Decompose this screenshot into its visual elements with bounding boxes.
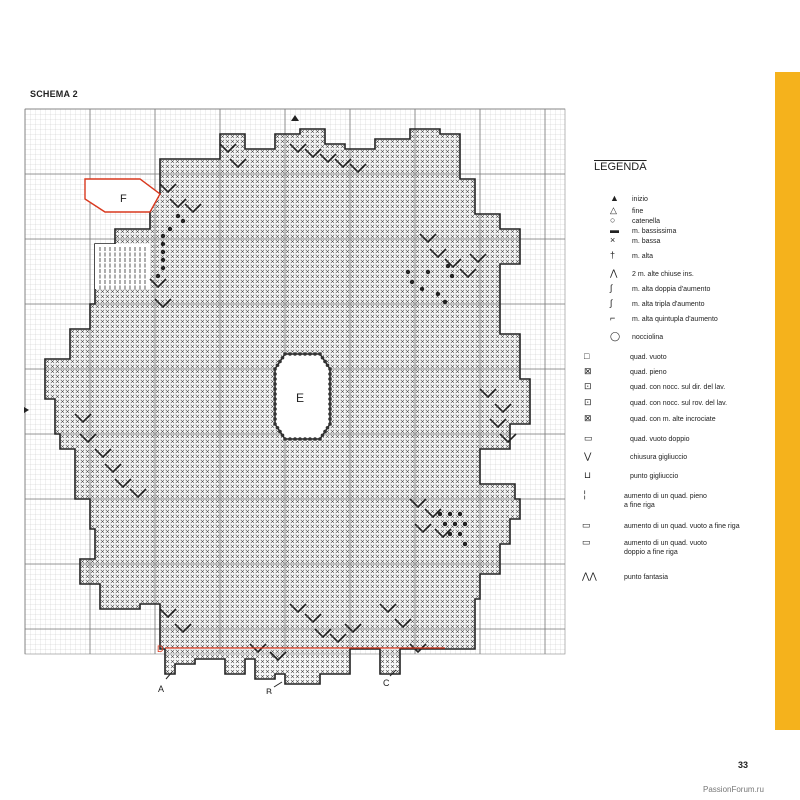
slip-stitch-icon: ▬ bbox=[610, 225, 619, 235]
bobble-dot bbox=[448, 512, 452, 516]
bobble-dot bbox=[161, 266, 165, 270]
region-e-dot bbox=[288, 437, 292, 441]
bobble-dot bbox=[161, 258, 165, 262]
lily-stitch-icon: ⊔ bbox=[584, 470, 592, 480]
empty-square-icon: □ bbox=[584, 351, 590, 361]
region-e-dot bbox=[313, 352, 317, 356]
increase-filled-square-icon: ╎ bbox=[582, 490, 588, 500]
region-e-dot bbox=[328, 387, 332, 391]
region-e-dot bbox=[308, 352, 312, 356]
label-f: F bbox=[120, 193, 127, 205]
region-e-dot bbox=[281, 356, 285, 360]
legend-item-label: aumento di un quad. pieno a fine riga bbox=[624, 493, 707, 509]
bobble-dot bbox=[156, 274, 160, 278]
increase-empty-square-icon: ▭ bbox=[582, 520, 591, 530]
region-e-dot bbox=[326, 363, 330, 367]
bobble-dot bbox=[443, 300, 447, 304]
region-e-dot bbox=[293, 352, 297, 356]
filled-square-icon: ⊠ bbox=[584, 366, 592, 376]
legend-item-label: m. alta bbox=[632, 253, 654, 260]
bobble-dot bbox=[181, 219, 185, 223]
bobble-dot bbox=[161, 234, 165, 238]
double-treble-increase-icon: ∫ bbox=[610, 283, 613, 293]
region-e-dot bbox=[273, 377, 277, 381]
legend-item-label: 2 m. alte chiuse ins. bbox=[632, 271, 694, 278]
region-e-dot bbox=[318, 437, 322, 441]
legend-item-label: aumento di un quad. vuoto a fine riga bbox=[624, 523, 740, 530]
legend-item-label: punto fantasia bbox=[624, 574, 668, 581]
region-e-dot bbox=[326, 426, 330, 430]
page-title: SCHEMA 2 bbox=[30, 89, 78, 99]
filled-triangle-icon: ▲ bbox=[610, 193, 619, 203]
region-e-dot bbox=[273, 387, 277, 391]
region-e-dot bbox=[283, 437, 287, 441]
region-e-dot bbox=[281, 433, 285, 437]
legend-item-label: quad. vuoto doppio bbox=[630, 436, 690, 443]
bobble-dot bbox=[450, 274, 454, 278]
region-e-dot bbox=[303, 437, 307, 441]
legend-item-label: quad. con m. alte incrociate bbox=[630, 416, 716, 423]
region-e-dot bbox=[273, 382, 277, 386]
legend-item-label: m. alta doppia d'aumento bbox=[632, 286, 711, 293]
bobble-dot bbox=[176, 214, 180, 218]
region-e-dot bbox=[278, 360, 282, 364]
region-e-dot bbox=[321, 433, 325, 437]
chart-grid bbox=[20, 104, 570, 694]
legend-title: LEGENDA bbox=[594, 161, 647, 173]
arrow-b-icon bbox=[274, 682, 282, 687]
region-e-dot bbox=[308, 437, 312, 441]
bobble-dot bbox=[458, 512, 462, 516]
quintuple-treble-increase-icon: ⌐ bbox=[610, 313, 616, 323]
legend-item-label: m. bassissima bbox=[632, 228, 677, 235]
bobble-dot bbox=[406, 270, 410, 274]
legend-item-label: fine bbox=[632, 208, 644, 215]
region-e-dot bbox=[273, 372, 277, 376]
oval-chain-icon: ○ bbox=[610, 215, 616, 225]
legend-item-label: nocciolina bbox=[632, 334, 664, 341]
bobble-dot bbox=[410, 280, 414, 284]
region-e-dot bbox=[276, 363, 280, 367]
label-c: C bbox=[383, 678, 390, 688]
fancy-stitch-icon: ⋀⋀ bbox=[582, 571, 597, 581]
region-e-dot bbox=[328, 402, 332, 406]
increase-double-empty-icon: ▭ bbox=[582, 537, 591, 547]
label-b: B bbox=[266, 687, 273, 694]
region-e-dot bbox=[323, 360, 327, 364]
region-e-dot bbox=[273, 397, 277, 401]
region-e-dot bbox=[328, 382, 332, 386]
region-e-dot bbox=[328, 412, 332, 416]
region-e-dot bbox=[298, 352, 302, 356]
region-e-dot bbox=[323, 430, 327, 434]
label-d: D bbox=[157, 644, 164, 654]
region-e-dot bbox=[283, 352, 287, 356]
treble-icon: † bbox=[610, 250, 616, 260]
bobble-dot bbox=[463, 522, 467, 526]
region-e-dot bbox=[273, 417, 277, 421]
double-treble-closed-icon: ⋀ bbox=[610, 268, 618, 278]
legend-item-label: aumento di un quad. vuoto doppio a fine riga bbox=[624, 540, 707, 556]
crossed-square-icon: ⊠ bbox=[584, 413, 592, 423]
bobble-dot bbox=[420, 287, 424, 291]
region-e-dot bbox=[278, 430, 282, 434]
region-e-dot bbox=[273, 407, 277, 411]
region-e-dot bbox=[328, 377, 332, 381]
dot-square-reverse-icon: ⊡ bbox=[584, 397, 592, 407]
legend-item-label: m. bassa bbox=[632, 238, 661, 245]
region-e-dot bbox=[328, 392, 332, 396]
region-e-dot bbox=[273, 367, 277, 371]
region-e-dot bbox=[273, 422, 277, 426]
region-e-dot bbox=[273, 392, 277, 396]
bobble-dot bbox=[161, 250, 165, 254]
region-e-dot bbox=[321, 356, 325, 360]
cross-icon: × bbox=[610, 235, 616, 245]
label-e: E bbox=[296, 391, 305, 405]
bobble-dot bbox=[453, 522, 457, 526]
region-e-dot bbox=[328, 407, 332, 411]
dot-square-icon: ⊡ bbox=[584, 381, 592, 391]
bobble-dot bbox=[436, 292, 440, 296]
region-e-dot bbox=[298, 437, 302, 441]
legend-item-label: inizio bbox=[632, 196, 648, 203]
legend-item-label: quad. con nocc. sul dir. del lav. bbox=[630, 384, 726, 391]
bobble-icon: ◯ bbox=[610, 331, 621, 341]
region-e-dot bbox=[313, 437, 317, 441]
bobble-dot bbox=[168, 227, 172, 231]
label-a: A bbox=[158, 684, 165, 694]
double-empty-square-icon: ▭ bbox=[584, 433, 593, 443]
region-e-dot bbox=[328, 367, 332, 371]
outline-triangle-icon: △ bbox=[610, 205, 617, 215]
watermark: PassionForum.ru bbox=[703, 785, 764, 794]
legend-item-label: catenella bbox=[632, 218, 661, 225]
treble-area bbox=[95, 244, 150, 289]
accent-side-bar bbox=[775, 72, 800, 730]
legend-item-label: m. alta quintupla d'aumento bbox=[632, 316, 718, 323]
bobble-dot bbox=[161, 242, 165, 246]
page-number: 33 bbox=[738, 760, 749, 770]
legend-item-label: quad. vuoto bbox=[630, 354, 667, 361]
region-e-dot bbox=[328, 372, 332, 376]
region-e-dot bbox=[328, 422, 332, 426]
region-e-dot bbox=[276, 426, 280, 430]
legend-item-label: quad. pieno bbox=[630, 369, 667, 376]
legend-item-label: chiusura gigliuccio bbox=[630, 454, 688, 461]
legend-item-label: m. alta tripla d'aumento bbox=[632, 301, 705, 308]
triple-treble-increase-icon: ∫ bbox=[610, 298, 613, 308]
region-e-dot bbox=[318, 352, 322, 356]
filet-chart bbox=[20, 104, 570, 694]
legend-item-label: quad. con nocc. sul rov. del lav. bbox=[630, 400, 728, 407]
region-e-dot bbox=[328, 397, 332, 401]
lily-closure-icon: ⋁ bbox=[584, 451, 592, 461]
region-e-dot bbox=[303, 352, 307, 356]
legend-item-label: punto gigliuccio bbox=[630, 473, 679, 480]
region-e-dot bbox=[273, 402, 277, 406]
region-e-dot bbox=[288, 352, 292, 356]
bobble-dot bbox=[426, 270, 430, 274]
bobble-dot bbox=[443, 522, 447, 526]
region-e-dot bbox=[328, 417, 332, 421]
bobble-dot bbox=[463, 542, 467, 546]
region-e-dot bbox=[273, 412, 277, 416]
bobble-dot bbox=[458, 532, 462, 536]
region-e-dot bbox=[293, 437, 297, 441]
